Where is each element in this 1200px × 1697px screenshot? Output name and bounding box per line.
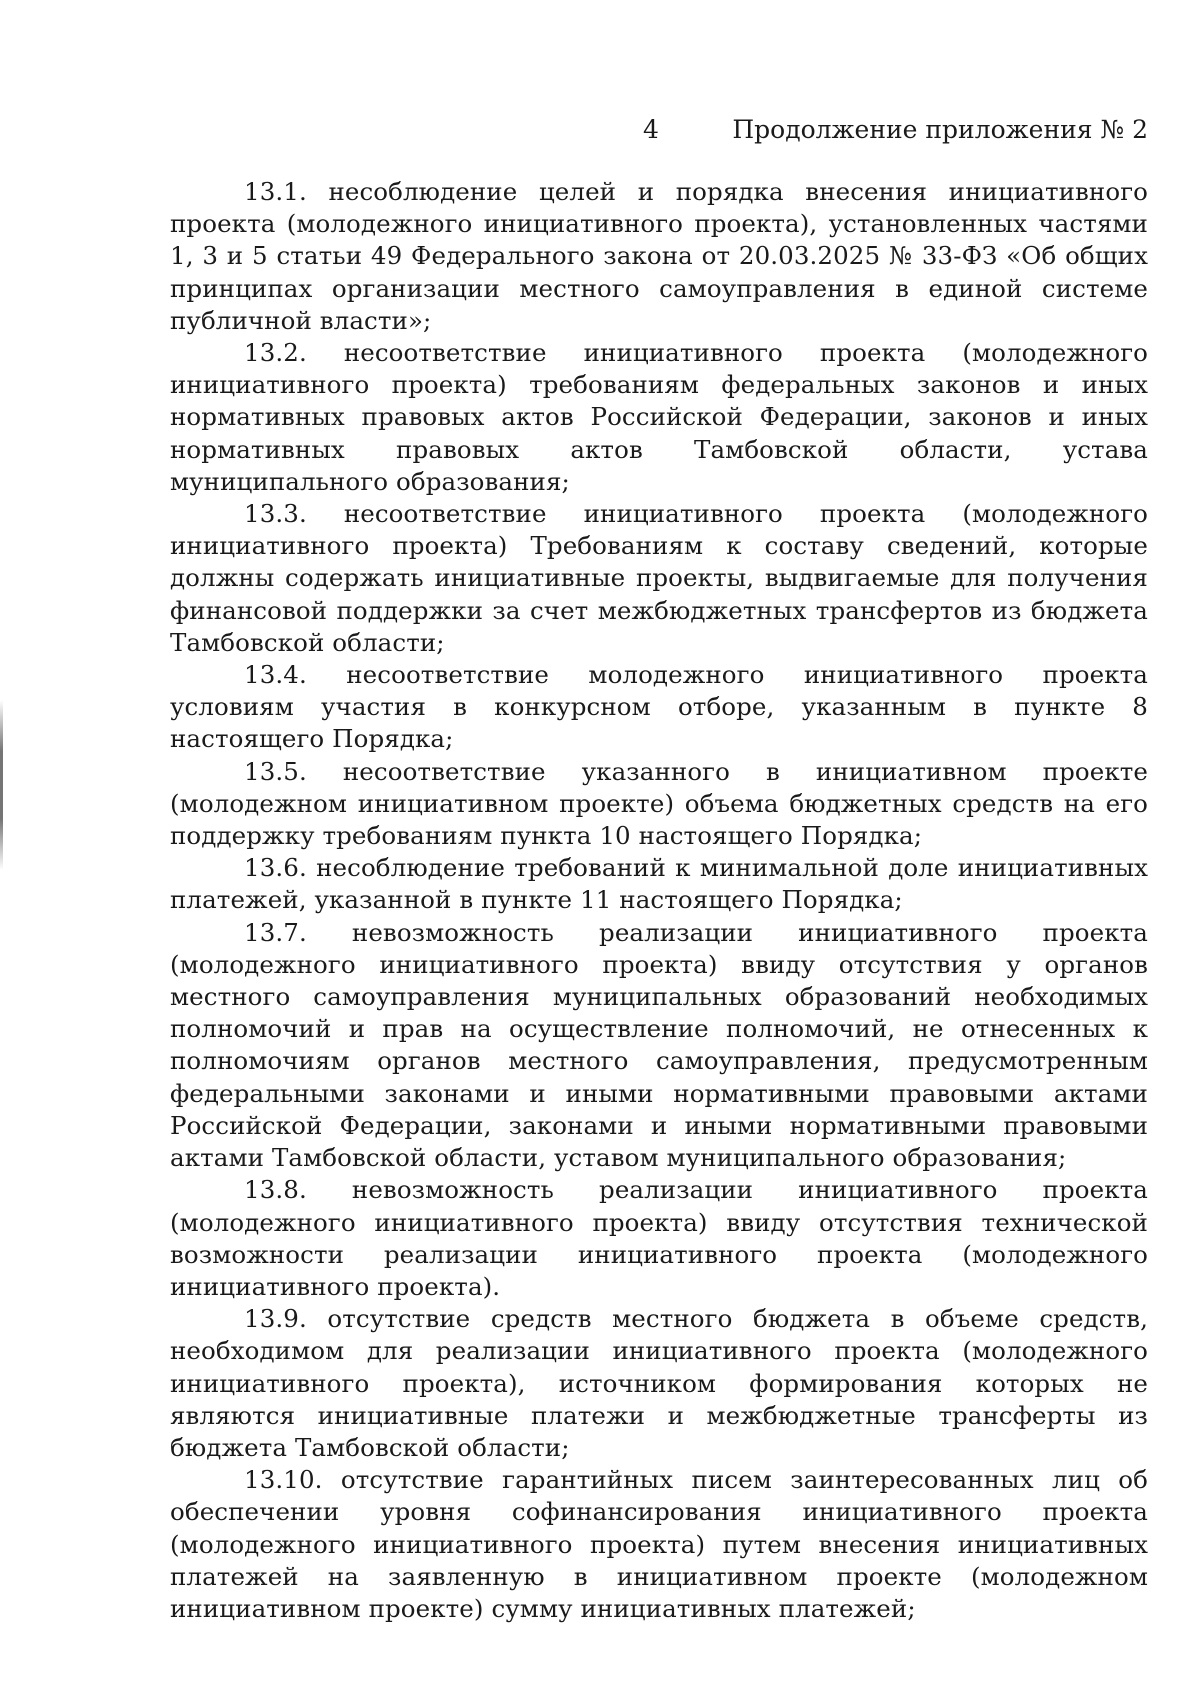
clause-13-9: 13.9. отсутствие средств местного бюджета в объеме средств, необходимом для реализации инициативного проекта (молодежного инициативного проекта), источником формирования которых не являются инициативные платежи и межбюджетные трансферты из бюджета Тамбовской области; <box>170 1304 1148 1462</box>
page-number: 4 <box>643 115 659 144</box>
scan-edge-mark <box>0 700 3 870</box>
document-body <box>170 176 1148 1625</box>
clause-13-6: 13.6. несоблюдение требований к минимальной доле инициативных платежей, указанной в пункте 11 настоящего Порядка; <box>170 853 1148 915</box>
appendix-continuation-label: Продолжение приложения № 2 <box>732 115 1148 144</box>
clause-13-5: 13.5. несоответствие указанного в инициативном проекте (молодежном инициативном проекте) объема бюджетных средств на его поддержку требованиям пункта 10 настоящего Порядка; <box>170 756 1148 851</box>
clause-13-4: 13.4. несоответствие молодежного инициативного проекта условиям участия в конкурсном отборе, указанным в пункте 8 настоящего Порядка; <box>170 660 1148 754</box>
clause-13-3: 13.3. несоответствие инициативного проекта (молодежного инициативного проекта) Требованиям к составу сведений, которые должны содержать инициативные проекты, выдвигаемые для получения финансовой поддержки за счет межбюджетных трансфертов из бюджета Тамбовской области; <box>170 499 1148 657</box>
clause-13-10: 13.10. отсутствие гарантийных писем заинтересованных лиц об обеспечении уровня софинансирования инициативного проекта (молодежного инициативного проекта) путем внесения инициативных платежей на заявленную в инициативном проекте (молодежном инициативном проекте) сумму инициативных платежей; <box>170 1465 1148 1623</box>
clause-13-1: 13.1. несоблюдение целей и порядка внесения инициативного проекта (молодежного инициативного проекта), установленных частями 1, 3 и 5 статьи 49 Федерального закона от 20.03.2025 № 33-ФЗ «Об общих принципах организации местного самоуправления в единой системе публичной власти»; <box>170 177 1148 335</box>
clause-13-7: 13.7. невозможность реализации инициативного проекта (молодежного инициативного проекта) ввиду отсутствия у органов местного самоуправления муниципальных образований необходимых полномочий и прав на осуществление полномочий, не отнесенных к полномочиям органов местного самоуправления, предусмотренным федеральными законами и иными нормативными правовыми актами Российской Федерации, законами и иными нормативными правовыми актами Тамбовской области, уставом муниципального образования; <box>170 917 1148 1173</box>
clause-13-8: 13.8. невозможность реализации инициативного проекта (молодежного инициативного проекта) ввиду отсутствия технической возможности реализации инициативного проекта (молодежного инициативного проекта). <box>170 1175 1148 1301</box>
clause-13-2: 13.2. несоответствие инициативного проекта (молодежного инициативного проекта) требованиям федеральных законов и иных нормативных правовых актов Российской Федерации, законов и иных нормативных правовых актов Тамбовской области, устава муниципального образования; <box>170 338 1148 496</box>
